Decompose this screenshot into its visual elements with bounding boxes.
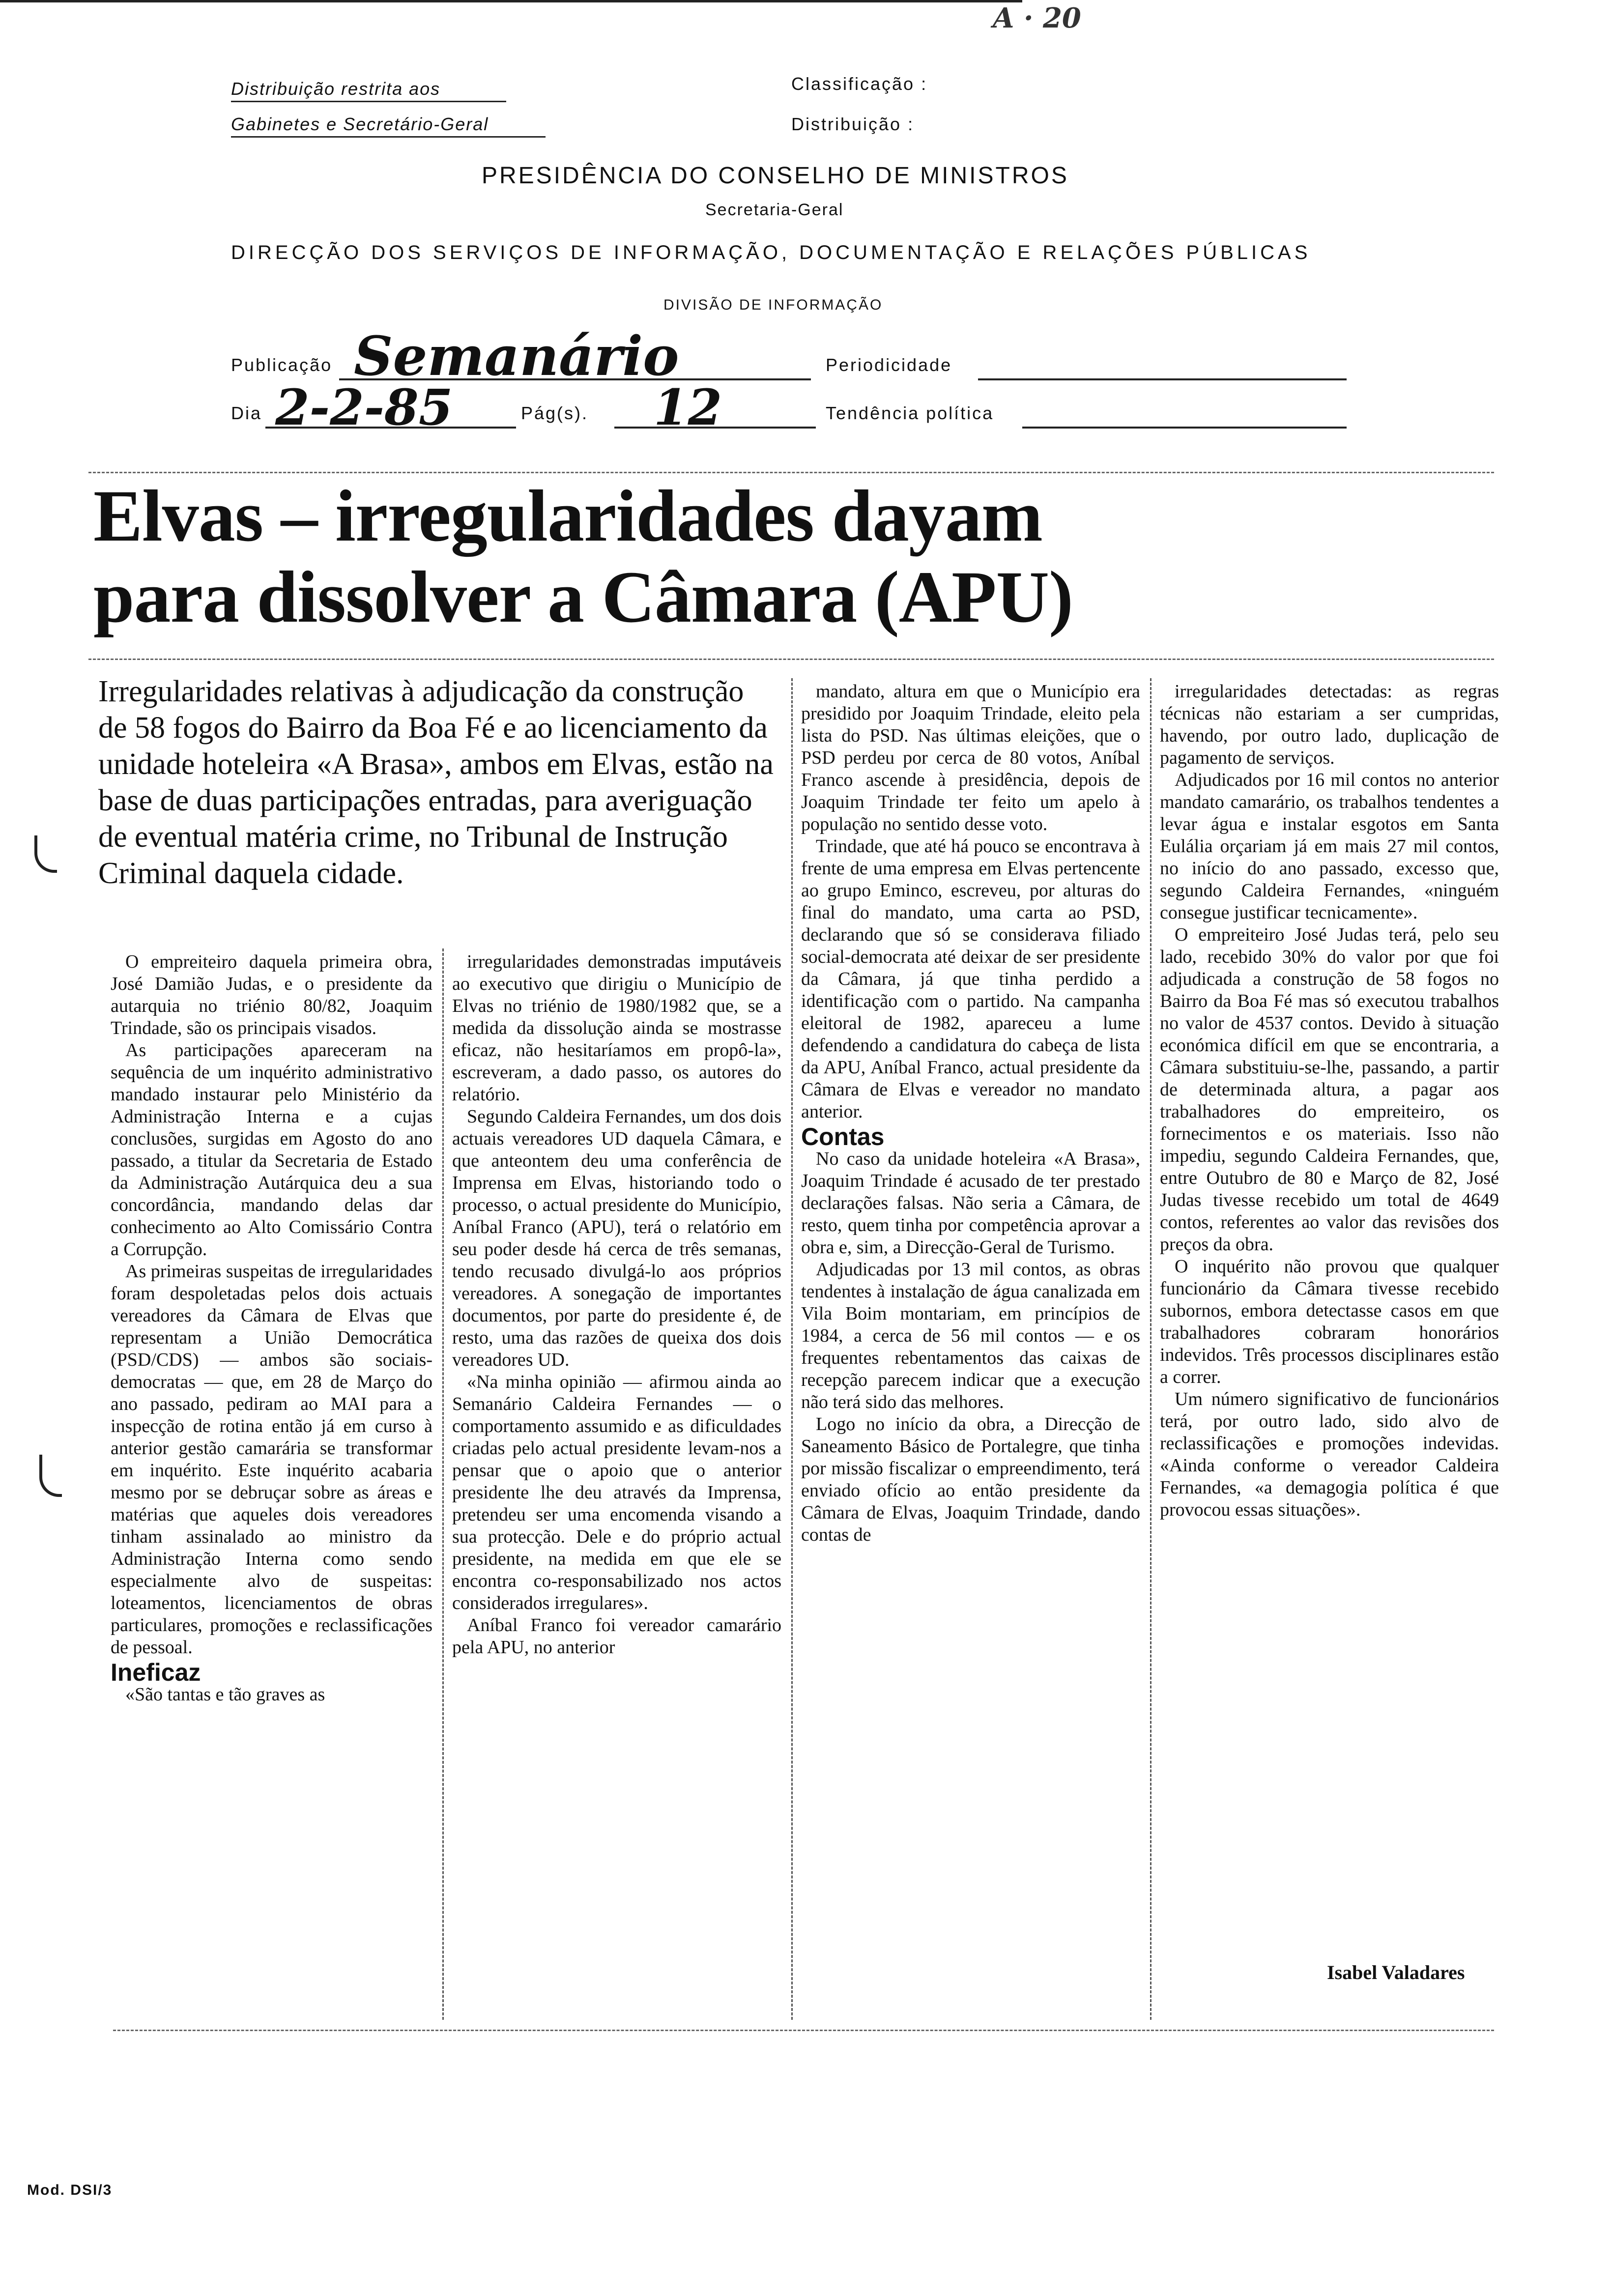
dia-line [265, 427, 516, 429]
col1-paragraph: As participações apareceram na sequência de um inquérito administrativo mandado instaurar pelo Ministério da Administração Interna e a cujas conclusões, surgidas em Agosto do ano passado, a titular da Secretaria de Estado da Administração Autárquica deu a sua concordância, mandando delas dar conhecimento ao Alto Comissário Contra a Corrupção. [111, 1040, 432, 1260]
col3-paragraph: Adjudicadas por 13 mil contos, as obras tendentes à instalação de água canalizada em Vila Boim montariam, em princípios de 1984, a cerca de 56 mil contos — e os frequentes rebentamentos das caixas de recepção parecem indicar que a execução não terá sido das melhores. [801, 1259, 1140, 1412]
col4-paragraph: Adjudicados por 16 mil contos no anterior mandato camarário, os trabalhos tendentes a levar água e instalar esgotos em Santa Eulália orçariam já em mais 27 mil contos, no início do ano passado, excesso que, segundo Caldeira Fernandes, «ninguém consegue justificar tecnicamente». [1160, 770, 1499, 923]
distribution-note-1: Distribuição restrita aos [231, 79, 441, 99]
column-divider-1 [442, 948, 444, 2020]
periodicidade-label: Periodicidade [826, 355, 952, 375]
distribution-note-2: Gabinetes e Secretário-Geral [231, 114, 489, 134]
col3-paragraph: mandato, altura em que o Município era presidido por Joaquim Trindade, eleito pela lista do PSD. Nas últimas eleições, que o PSD perdeu por cerca de 80 votos, Aníbal Franco ascende à presidência, depois de Joaquim Trindade ter feito um apelo à população no sentido desse voto. [801, 681, 1140, 834]
headline-line-1: Elvas – irregularidades dayam [93, 475, 1042, 557]
byline: Isabel Valadares [1327, 1961, 1465, 1983]
col2-paragraph: «Na minha opinião — afirmou ainda ao Semanário Caldeira Fernandes — o comportamento assumido e as dificuldades criadas pelo actual presidente levam-nos a pensar que o apoio que o anterior presidente lhe deu através da Imprensa, pretendeu ser uma encomenda visando a sua protecção. Dele e do próprio actual presidente, na medida em que ele se encontra co-responsabilizado nos actos considerados irregulares». [452, 1372, 781, 1613]
col2-paragraph: Aníbal Franco foi vereador camarário pela APU, no anterior [452, 1615, 781, 1658]
col1-paragraph: «São tantas e tão graves as [125, 1684, 325, 1705]
col3-paragraph: Trindade, que até há pouco se encontrava à frente de uma empresa em Elvas pertencente ao grupo Eminco, escreveu, por alturas do final do mandato, uma carta ao PSD, declarando que só se considerava filiado social-democrata até deixar de ser presidente da Câmara, já que tinha perdido a identificação com o partido. Na campanha eleitoral de 1982, apareceu a lume defendendo a candidatura do cabeça de lista da APU, Aníbal Franco, actual presidente da Câmara de Elvas e vereador no mandato anterior. [801, 836, 1140, 1122]
col4-paragraph: O inquérito não provou que qualquer funcionário da Câmara tivesse recebido subornos, embora detectasse casos em que trabalhadores cobraram honorários indevidos. Três processos disciplinares estão a correr. [1160, 1256, 1499, 1387]
article-column-2 [452, 951, 781, 1659]
col4-paragraph: O empreiteiro José Judas terá, pelo seu lado, recebido 30% do valor por que foi adjudicada a construção de 58 fogos no Bairro da Boa Fé mas só executou trabalhos no valor de 4537 contos. Devido à situação económica difícil em que se encontraria, a Câmara substituiu-se-lhe, passando, a partir de determinada altura, a pagar aos trabalhadores do empreiteiro, os fornecimentos e os materiais. Isso não impediu, segundo Caldeira Fernandes, que, entre Outubro de 80 e Março de 82, José Judas tivesse recebido um total de 4649 contos, referentes ao valor das revisões dos preços da obra. [1160, 924, 1499, 1255]
division: DIVISÃO DE INFORMAÇÃO [663, 297, 883, 313]
tendencia-label: Tendência política [826, 403, 994, 423]
col3-subheading: Contas [801, 1123, 885, 1150]
col1-paragraph: As primeiras suspeitas de irregularidades foram despoletadas pelos dois actuais vereadores da Câmara de Elvas que representam a União Democrática (PSD/CDS) — ambos são sociais-democratas — que, em 28 de Março do ano passado, pediram ao MAI para a inspecção de rotina então já em curso à anterior gestão camarária se transformar em inquérito. Este inquérito acabaria mesmo por se debruçar sobre as áreas e matérias que aqueles dois vereadores tinham assinalado ao ministro da Administração Interna como sendo especialmente alvo de suspeitas: loteamentos, licenciamentos de obras particulares, promoções e reclassificações de pessoal. [111, 1261, 432, 1658]
form-code: Mod. DSI/3 [27, 2182, 113, 2198]
classification-label: Classificação : [791, 74, 928, 94]
directorate: DIRECÇÃO DOS SERVIÇOS DE INFORMAÇÃO, DOCUMENTAÇÃO E RELAÇÕES PÚBLICAS [231, 242, 1311, 263]
pags-value: 12 [654, 378, 722, 436]
col4-paragraph: Um número significativo de funcionários terá, por outro lado, sido alvo de reclassificações e promoções indevidas. «Ainda conforme o vereador Caldeira Fernandes, «a demagogia política é que provocou essas situações». [1160, 1389, 1499, 1520]
distribution-underline-2 [231, 136, 546, 138]
pags-label: Pág(s). [521, 403, 589, 423]
margin-bracket-mark [34, 835, 57, 873]
corner-mark: A · 20 [993, 2, 1081, 34]
dia-label: Dia [231, 403, 262, 423]
publicacao-label: Publicação [231, 355, 333, 375]
periodicidade-line [978, 378, 1347, 380]
publicacao-value: Semanário [354, 324, 679, 388]
column-divider-3 [1150, 678, 1151, 2020]
tendencia-line [1022, 427, 1347, 429]
pags-line [614, 427, 816, 429]
top-border [0, 0, 1022, 2]
col1-subheading: Ineficaz [111, 1659, 201, 1686]
article-column-1 [111, 951, 432, 1706]
clipping-bottom-edge [113, 2030, 1494, 2031]
col1-paragraph: O empreiteiro daquela primeira obra, José Damião Judas, e o presidente da autarquia no triénio 80/82, Joaquim Trindade, são os principais visados. [111, 951, 432, 1038]
col3-paragraph: No caso da unidade hoteleira «A Brasa», Joaquim Trindade é acusado de ter prestado declarações falsas. Não seria a Câmara, de resto, quem tinha por competência aprovar a obra e, sim, a Direcção-Geral de Turismo. [801, 1148, 1140, 1258]
org-subtitle: Secretaria-Geral [705, 201, 844, 219]
margin-bracket-mark [39, 1455, 62, 1497]
distribution-underline-1 [231, 101, 506, 102]
lead-paragraph: Irregularidades relativas à adjudicação da construção de 58 fogos do Bairro da Boa Fé e ao licenciamento da unidade hoteleira «A Brasa», ambos em Elvas, estão na base de duas participações entradas, para averiguação de eventual matéria crime, no Tribunal de Instrução Criminal daquela cidade. [98, 675, 774, 890]
clipping-top-edge [88, 472, 1494, 473]
col3-paragraph: Logo no início da obra, a Direcção de Saneamento Básico de Portalegre, que tinha por missão fiscalizar o empreendimento, terá enviado ofício ao então presidente da Câmara de Elvas, Joaquim Trindade, dando contas de [801, 1414, 1140, 1545]
col4-paragraph: irregularidades detectadas: as regras técnicas não estariam a ser cumpridas, havendo, por outro lado, duplicação de pagamento de serviços. [1160, 681, 1499, 768]
headline-line-2: para dissolver a Câmara (APU) [93, 556, 1073, 638]
org-title: PRESIDÊNCIA DO CONSELHO DE MINISTROS [482, 163, 1069, 189]
dia-value: 2-2-85 [275, 378, 453, 436]
distribution-label: Distribuição : [791, 114, 915, 134]
col2-paragraph: Segundo Caldeira Fernandes, um dos dois actuais vereadores UD daquela Câmara, e que anteontem deu uma conferência de Imprensa em Elvas, historiando todo o processo, o actual presidente do Município, Aníbal Franco (APU), terá o relatório em seu poder desde há cerca de três semanas, tendo recusado divulgá-lo aos próprios vereadores. A sonegação de importantes documentos, por parte do presidente é, de resto, uma das razões de queixa dos dois vereadores UD. [452, 1106, 781, 1370]
col2-paragraph: irregularidades demonstradas imputáveis ao executivo que dirigiu o Município de Elvas no triénio de 1980/1982 que, se a medida da dissolução ainda se mostrasse eficaz, não hesitaríamos em propô-la», escreveram, a dado passo, os autores do relatório. [452, 951, 781, 1105]
article-column-4 [1160, 681, 1499, 1521]
column-divider-2 [791, 678, 793, 2020]
headline-rule [88, 659, 1494, 660]
article-column-3 [801, 681, 1140, 1546]
